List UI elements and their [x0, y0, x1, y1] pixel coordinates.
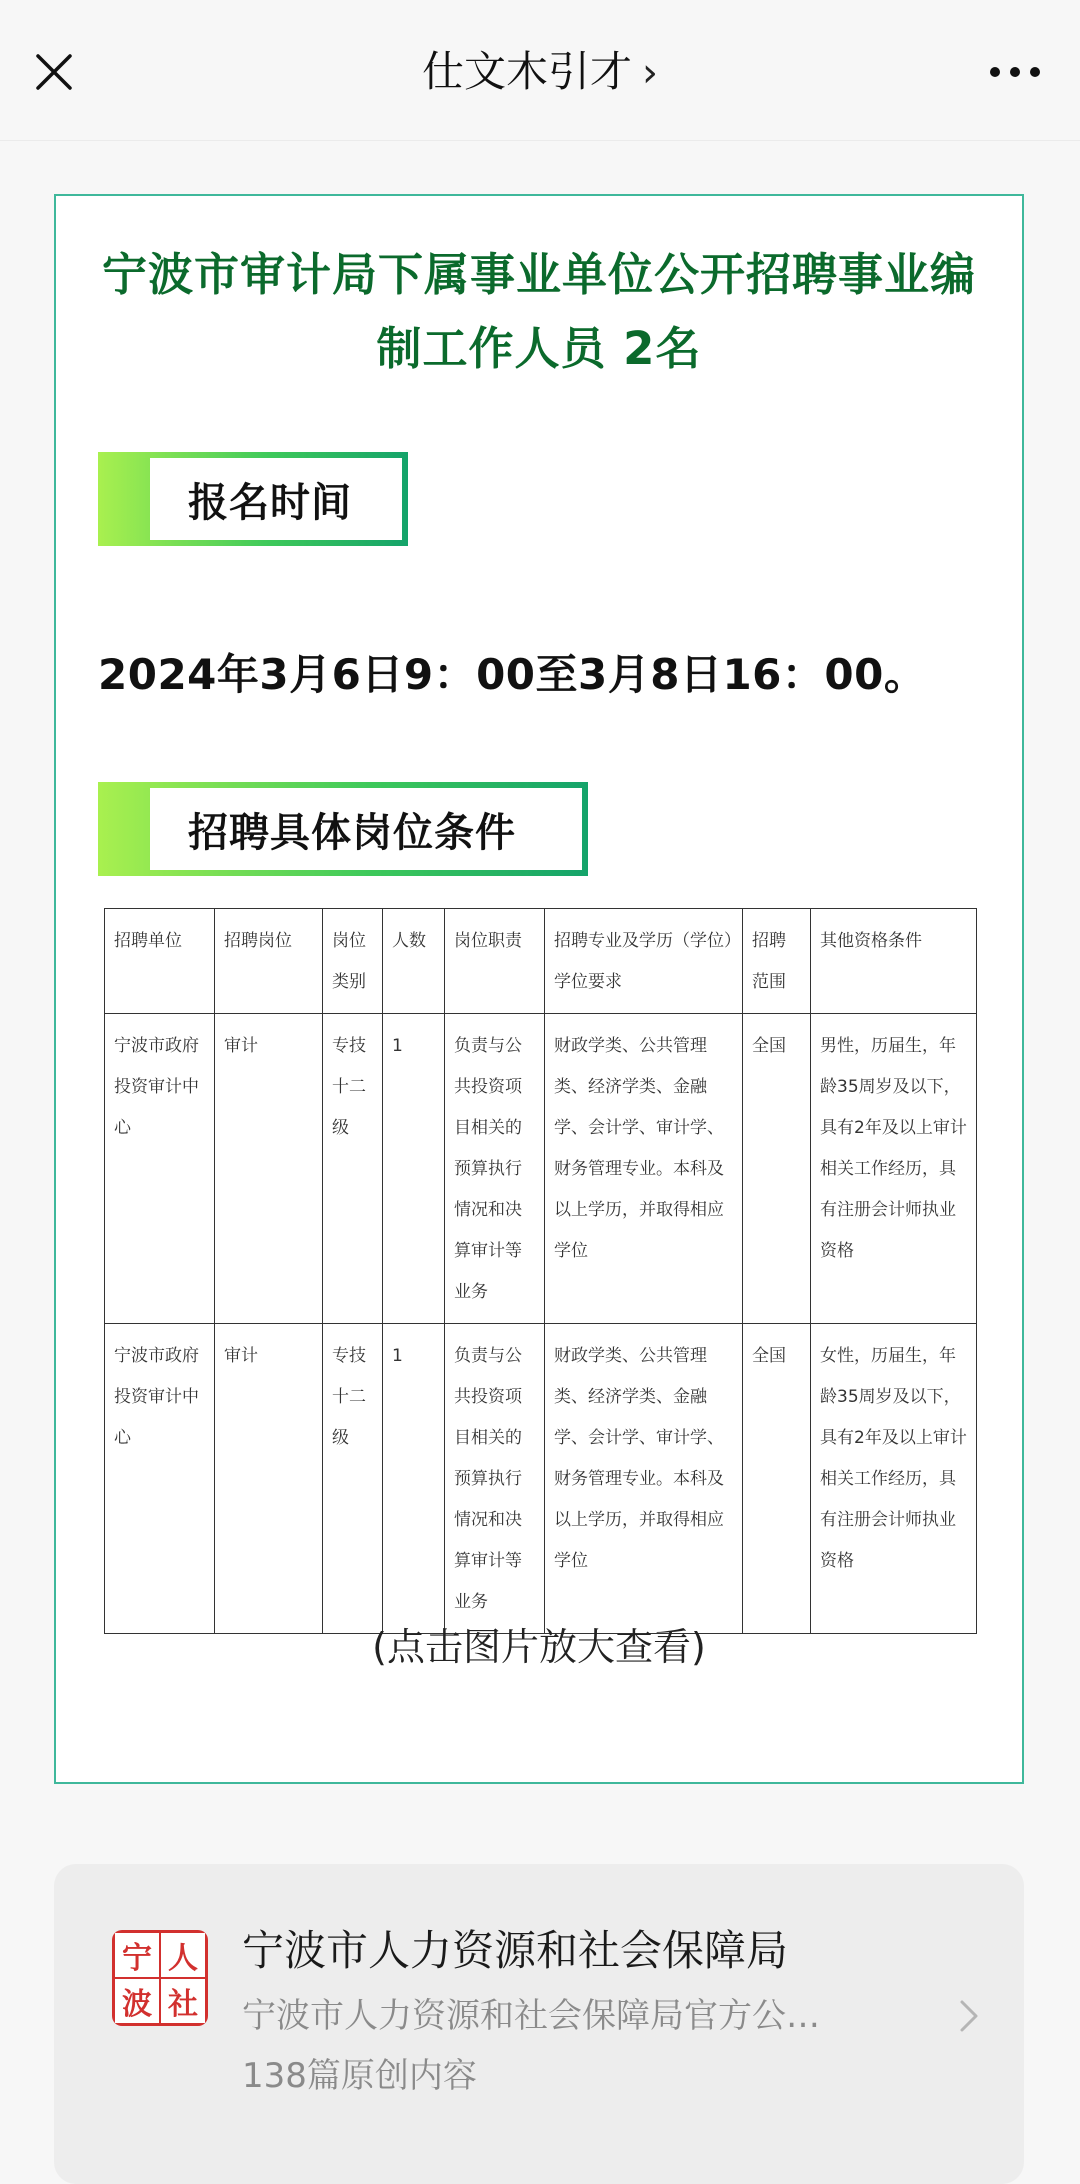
section-tag-positions: [98, 782, 588, 876]
chevron-right-icon: [954, 1996, 984, 2036]
chevron-right-icon: ›: [642, 50, 658, 96]
section-title: 招聘具体岗位条件: [150, 788, 582, 870]
table-header-cell: 招聘专业及学历（学位）学位要求: [545, 909, 743, 1014]
logo-char: 宁: [115, 1933, 159, 1977]
table-cell: 负责与公共投资项目相关的预算执行情况和决算审计等业务: [445, 1014, 545, 1324]
table-header-cell: 岗位类别: [323, 909, 383, 1014]
article-card: [54, 194, 1024, 1784]
table-cell: 财政学类、公共管理类、经济学类、金融学、会计学、审计学、财务管理专业。本科及以上学历，并取得相应学位: [545, 1014, 743, 1324]
table-cell: 审计: [215, 1014, 323, 1324]
section-tag-registration: [98, 452, 408, 546]
table-row: [105, 1324, 977, 1634]
table-row: [105, 1014, 977, 1324]
table-header-cell: 招聘范围: [743, 909, 811, 1014]
table-cell: 宁波市政府投资审计中心: [105, 1014, 215, 1324]
table-header-cell: 招聘岗位: [215, 909, 323, 1014]
table-header-cell: 其他资格条件: [811, 909, 977, 1014]
account-logo: [112, 1930, 208, 2026]
top-nav-bar: [0, 0, 1080, 141]
more-dot-icon: [1010, 67, 1020, 77]
table-cell: 审计: [215, 1324, 323, 1634]
table-cell: 财政学类、公共管理类、经济学类、金融学、会计学、审计学、财务管理专业。本科及以上学历，并取得相应学位: [545, 1324, 743, 1634]
table-cell: 全国: [743, 1014, 811, 1324]
table-cell: 专技十二级: [323, 1014, 383, 1324]
table-cell: 专技十二级: [323, 1324, 383, 1634]
positions-table-image[interactable]: [104, 908, 977, 1634]
account-name: 宁波市人力资源和社会保障局: [242, 1926, 789, 1975]
account-card[interactable]: [54, 1864, 1024, 2184]
account-article-count: 138篇原创内容: [242, 2056, 477, 2096]
table-header-cell: 人数: [383, 909, 445, 1014]
section-title: 报名时间: [150, 458, 402, 540]
table-header-cell: 岗位职责: [445, 909, 545, 1014]
logo-char: 社: [161, 1979, 205, 2023]
logo-char: 人: [161, 1933, 205, 1977]
logo-char: 波: [115, 1979, 159, 2023]
account-title-link[interactable]: [0, 42, 1080, 103]
table-cell: 1: [383, 1014, 445, 1324]
table-header-row: [105, 909, 977, 1014]
image-caption: (点击图片放大查看): [372, 1625, 706, 1669]
table-cell: 女性，历届生，年龄35周岁及以下，具有2年及以上审计相关工作经历，具有注册会计师执业资格: [811, 1324, 977, 1634]
table-cell: 男性，历届生，年龄35周岁及以下，具有2年及以上审计相关工作经历，具有注册会计师执业资格: [811, 1014, 977, 1324]
nav-title-text: 仕文木引才: [421, 47, 632, 96]
registration-time: 2024年3月6日9：00至3月8日16：00。: [98, 650, 927, 699]
more-dot-icon: [1030, 67, 1040, 77]
account-description: 宁波市人力资源和社会保障局官方公…: [242, 1996, 820, 2036]
table-cell: 1: [383, 1324, 445, 1634]
table-cell: 全国: [743, 1324, 811, 1634]
table-cell: 负责与公共投资项目相关的预算执行情况和决算审计等业务: [445, 1324, 545, 1634]
article-headline: 宁波市审计局下属事业单位公开招聘事业编制工作人员 2名: [101, 248, 976, 375]
more-dot-icon: [990, 67, 1000, 77]
more-button[interactable]: [980, 44, 1050, 100]
table-header-cell: 招聘单位: [105, 909, 215, 1014]
table-cell: 宁波市政府投资审计中心: [105, 1324, 215, 1634]
